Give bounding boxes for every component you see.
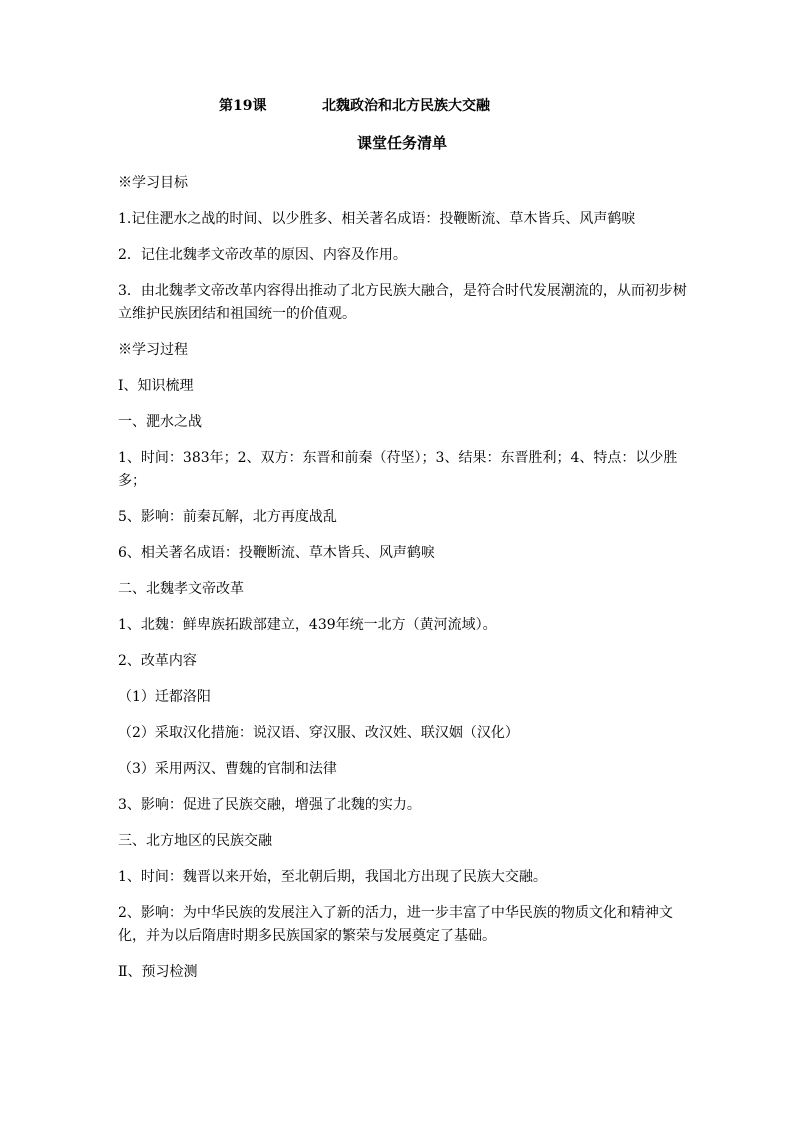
section-line: （1）迁都洛阳 <box>118 689 211 705</box>
section-line: 3、影响：促进了民族交融，增强了北魏的实力。 <box>118 797 421 813</box>
lesson-topic: 北魏政治和北方民族大交融 <box>322 98 490 114</box>
page-subtitle: 课堂任务清单 <box>356 134 447 152</box>
objectives-heading: ※学习目标 <box>118 175 188 191</box>
part-heading: Ⅰ、知识梳理 <box>118 378 194 394</box>
section-line: 2、影响：为中华民族的发展注入了新的活力，进一步丰富了中华民族的物质文化和精神文化，并为以后隋唐时期多民族国家的繁荣与发展奠定了基础。 <box>118 905 673 944</box>
section-title: 二、北魏孝文帝改革 <box>118 581 244 597</box>
document-body <box>118 172 688 997</box>
process-heading: ※学习过程 <box>118 342 188 358</box>
section-title: 三、北方地区的民族交融 <box>118 833 272 849</box>
section-line: 2、改革内容 <box>118 653 197 669</box>
section-line: 1、时间：魏晋以来开始，至北朝后期，我国北方出现了民族大交融。 <box>118 869 547 885</box>
objective-item: 2．记住北魏孝文帝改革的原因、内容及作用。 <box>118 247 407 263</box>
section-line: 1、北魏：鲜卑族拓跋部建立，439年统一北方（黄河流域）。 <box>118 617 497 633</box>
objective-item: 1.记住淝水之战的时间、以少胜多、相关著名成语：投鞭断流、草木皆兵、风声鹤唳 <box>118 211 636 227</box>
lesson-number: 第19课 <box>219 98 267 114</box>
section-line: （2）采取汉化措施：说汉语、穿汉服、改汉姓、联汉姻（汉化） <box>118 725 519 741</box>
section-line: 1、时间：383年；2、双方：东晋和前秦（苻坚）；3、结果：东晋胜利；4、特点：以少胜多； <box>118 450 678 489</box>
section-title: 一、淝水之战 <box>118 414 202 430</box>
section-line: 5、影响：前秦瓦解，北方再度战乱 <box>118 509 337 525</box>
objective-item: 3．由北魏孝文帝改革内容得出推动了北方民族大融合，是符合时代发展潮流的，从而初步树立维护民族团结和祖国统一的价值观。 <box>118 283 687 322</box>
section-line: 6、相关著名成语：投鞭断流、草木皆兵、风声鹤唳 <box>118 545 435 561</box>
part-heading: Ⅱ、预习检测 <box>118 964 198 980</box>
section-line: （3）采用两汉、曹魏的官制和法律 <box>118 761 337 777</box>
